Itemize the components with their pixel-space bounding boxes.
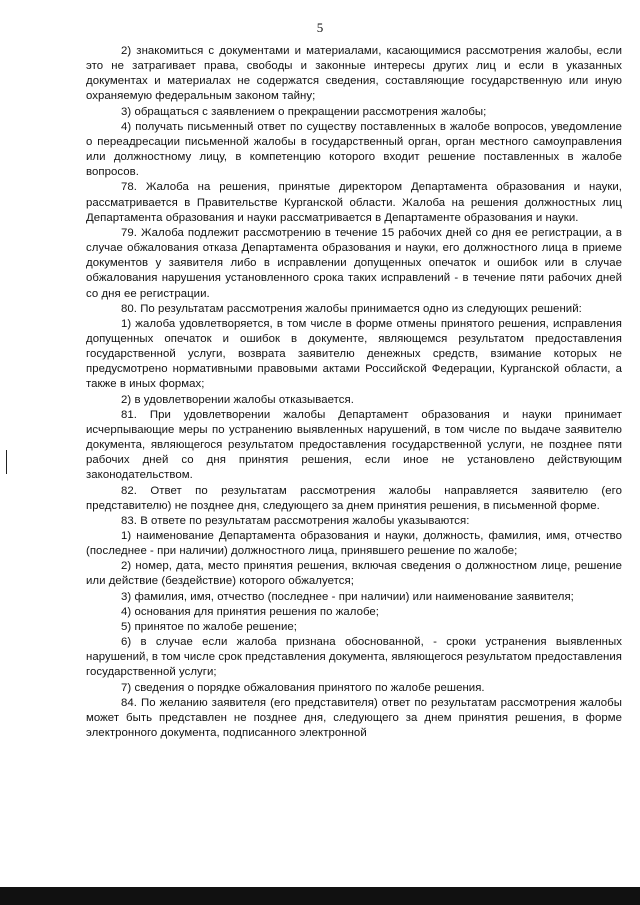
- paragraph-80-item-1: 1) жалоба удовлетворяется, в том числе в форме отмены принятого решения, исправления допущенных опечаток и ошибок в документе, являющемся результатом предоставления государственной услуги, возврата заявителю денежных средств, взимание которых не предусмотрено нормативными правовыми актами Российской Федерации, Курганской области, а также в иных формах;: [86, 317, 622, 391]
- paragraph-81: 81. При удовлетворении жалобы Департамент образования и науки принимает исчерпывающие меры по устранению выявленных нарушений, в том числе по выдаче заявителю документа, являющегося результатом предоставления государственной услуги, не позднее пяти рабочих дней со дня принятия решения, если иное не установлено действующим законодательством.: [86, 408, 622, 482]
- paragraph-80-item-2: 2) в удовлетворении жалобы отказывается.: [121, 393, 354, 406]
- paragraph-79: 79. Жалоба подлежит рассмотрению в течение 15 рабочих дней со дня ее регистрации, а в случае обжалования отказа Департамента образования и науки, его должностного лица в приеме документов у заявителя либо в исправлении допущенных опечаток и ошибок или в случае обжалования нарушения установленного срока таких исправлений - в течение пяти рабочих дней со дня ее регистрации.: [86, 226, 622, 300]
- paragraph-83-item-2: 2) номер, дата, место принятия решения, включая сведения о должностном лице, решение или действие (бездействие) которого обжалуется;: [86, 560, 622, 588]
- paragraph-83-item-4: 4) основания для принятия решения по жалобе;: [121, 605, 380, 618]
- paragraph-83: 83. В ответе по результатам рассмотрения жалобы указываются:: [121, 514, 470, 527]
- page-number: 5: [316, 20, 324, 35]
- paragraph-right-3: 3) обращаться с заявлением о прекращении рассмотрения жалобы;: [121, 105, 487, 118]
- paragraph-84: 84. По желанию заявителя (его представителя) ответ по результатам рассмотрения жалобы может быть представлен не позднее дня, следующего за днем принятия решения, в форме электронного документа, подписанного электронной: [86, 696, 622, 740]
- paragraph-83-item-7: 7) сведения о порядке обжалования принятого по жалобе решения.: [121, 681, 485, 694]
- paragraph-83-item-3: 3) фамилия, имя, отчество (последнее - при наличии) или наименование заявителя;: [121, 590, 574, 603]
- paragraph-80: 80. По результатам рассмотрения жалобы принимается одно из следующих решений:: [121, 302, 582, 315]
- paragraph-83-item-5: 5) принятое по жалобе решение;: [121, 620, 297, 633]
- paragraph-right-2: 2) знакомиться с документами и материалами, касающимися рассмотрения жалобы, если это не затрагивает права, свободы и законные интересы других лиц и если в указанных документах и материалах не содержатся сведения, составляющие государственную или иную охраняемую федеральным законом тайну;: [86, 45, 622, 103]
- document-body: [86, 44, 622, 741]
- paragraph-83-item-1: 1) наименование Департамента образования и науки, должность, фамилия, имя, отчество (последнее - при наличии) должностного лица, принявшего решение по жалобе;: [86, 530, 622, 558]
- paragraph-82: 82. Ответ по результатам рассмотрения жалобы направляется заявителю (его представителю) не позднее дня, следующего за днем принятия решения, в письменной форме.: [86, 484, 622, 512]
- scan-edge-mark: [6, 450, 7, 474]
- paragraph-83-item-6: 6) в случае если жалоба признана обоснованной, - сроки устранения выявленных нарушений, в том числе срок представления документа, являющегося результатом предоставления государственной услуги;: [86, 636, 622, 679]
- paragraph-78: 78. Жалоба на решения, принятые директором Департамента образования и науки, рассматривается в Правительстве Курганской области. Жалоба на решения должностных лиц Департамента образования и науки рассматривается в Департаменте образования и науки.: [86, 181, 622, 224]
- paragraph-right-4: 4) получать письменный ответ по существу поставленных в жалобе вопросов, уведомление о переадресации письменной жалобы в государственный орган, орган местного самоуправления или должностному лицу, в компетенцию которого входит решение поставленных в жалобе вопросов.: [86, 120, 622, 179]
- scan-bottom-border: [0, 887, 640, 905]
